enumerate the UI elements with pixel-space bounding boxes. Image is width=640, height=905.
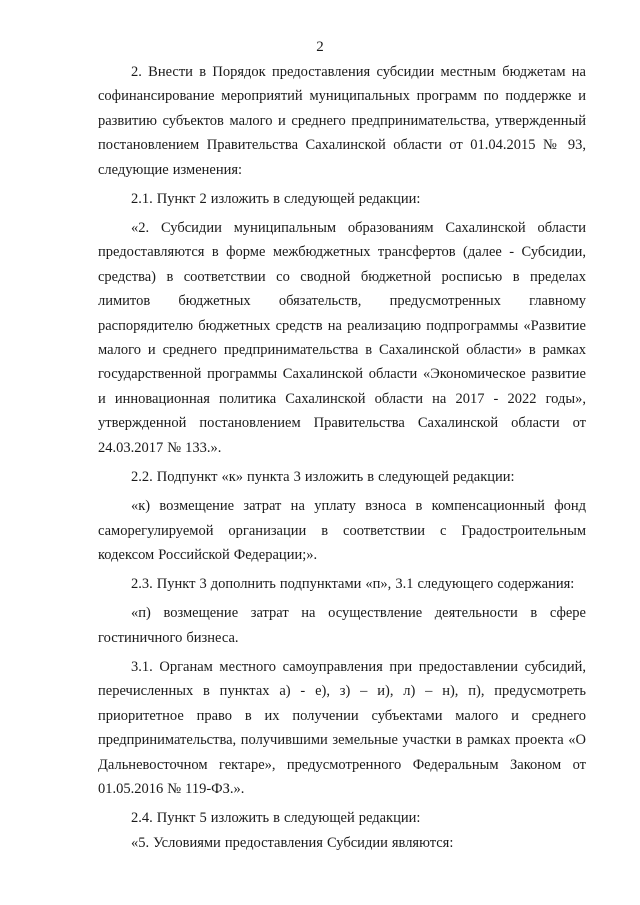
document-body	[98, 60, 586, 855]
paragraph-subsidy-form: «2. Субсидии муниципальным образованиям Сахалинской области предоставляются в форме межбюджетных трансфертов (далее - Субсидии, средства) в соответствии со сводной бюджетной росписью в пределах лимитов бюджетных обязательств, предусмотренных главному распорядителю бюджетных средств на реализацию подпрограммы «Развитие малого и среднего предпринимательства в Сахалинской области» в рамках государственной программы Сахалинской области «Экономическое развитие и инновационная политика Сахалинской области на 2017 - 2022 годы», утвержденной постановлением Правительства Сахалинской области от 24.03.2017 № 133.».	[98, 220, 586, 456]
paragraph-2-3-heading: 2.3. Пункт 3 дополнить подпунктами «п», 3.1 следующего содержания:	[131, 576, 575, 593]
paragraph-subitem-p: «п) возмещение затрат на осуществление деятельности в сфере гостиничного бизнеса.	[98, 605, 586, 646]
paragraph-subitem-k: «к) возмещение затрат на уплату взноса в компенсационный фонд саморегулируемой организации в соответствии с Градостроительным кодексом Российской Федерации;».	[98, 498, 586, 563]
page-number: 2	[316, 39, 324, 55]
paragraph-item-2-amendment: 2. Внести в Порядок предоставления субсидии местным бюджетам на софинансирование мероприятий муниципальных программ по поддержке и развитию субъектов малого и среднего предпринимательства, утвержденный постановлением Правительства Сахалинской области от 01.04.2015 № 93, следующие изменения:	[98, 64, 586, 178]
paragraph-2-4-heading: 2.4. Пункт 5 изложить в следующей редакции:	[131, 810, 421, 827]
paragraph-2-1-heading: 2.1. Пункт 2 изложить в следующей редакции:	[131, 190, 421, 207]
paragraph-2-2-heading: 2.2. Подпункт «к» пункта 3 изложить в следующей редакции:	[131, 468, 515, 485]
paragraph-item-5-conditions: «5. Условиями предоставления Субсидии являются:	[131, 834, 454, 851]
paragraph-3-1-priority: 3.1. Органам местного самоуправления при предоставлении субсидий, перечисленных в пунктах а) - е), з) – и), л) – н), п), предусмотреть приоритетное право в их получении субъектами малого и среднего предпринимательства, получившими земельные участки в рамках проекта «О Дальневосточном гектаре», предусмотренного Федеральным Законом от 01.05.2016 № 119-ФЗ.».	[98, 658, 586, 797]
